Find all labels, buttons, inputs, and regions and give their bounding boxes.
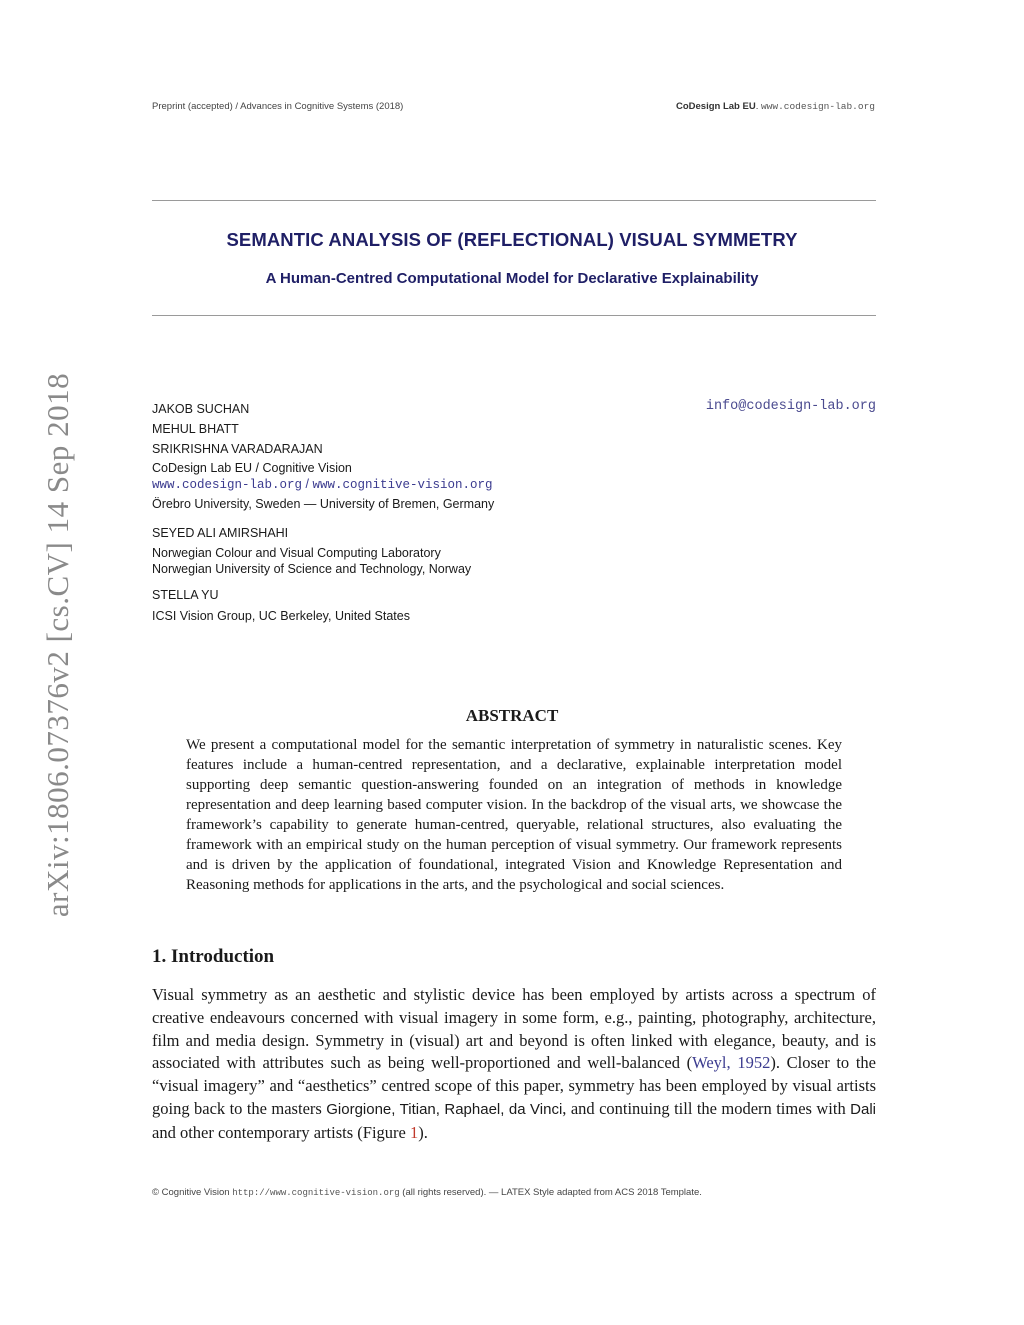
author-affiliation: CoDesign Lab EU / Cognitive Vision — [152, 461, 352, 475]
header-lab-name: CoDesign Lab EU — [675, 101, 756, 112]
title-rule-top — [152, 200, 876, 201]
abstract-text: We present a computational model for the semantic interpretation of symmetry in naturalistic scenes. Key features include a human-centred representation, and a declarative, explainable interpretation model supporting deep semantic question-answering founded on an integration of methods in knowledge representation and deep learning based computer vision. In the backdrop of the visual arts, we showcase the framework’s capability to generate human-centred, queryable, relational structures, also evaluating the framework with an empirical study on the human perception of visual symmetry. Our framework represents and is driven by the application of foundational, integrated Vision and Knowledge Representation and Reasoning methods for applications in the arts, and the psychological and social sciences. — [186, 737, 842, 893]
footer-copyright: © Cognitive Vision — [152, 1187, 233, 1198]
intro-text: Visual symmetry as an aesthetic and stylistic device has been employed by artists across a spectrum of creative endeavours concerned with visual imagery in some form, e.g., painting, photography, architecture, film and media design. Symmetry in (visual) art and beyond is often linked with elegance, beauty, and is associated with attributes such as being well-proportioned and well-balanced ( — [152, 985, 876, 1073]
author-name: SEYED ALI AMIRSHAHI — [152, 526, 289, 540]
section-heading-introduction: 1. Introduction — [152, 946, 275, 967]
affiliation-url-codesign[interactable]: www.codesign-lab.org — [152, 478, 303, 492]
author-affiliation: ICSI Vision Group, UC Berkeley, United States — [152, 609, 410, 623]
running-header-lab — [676, 101, 875, 112]
author-urls — [152, 476, 592, 492]
url-separator: / — [302, 477, 313, 491]
citation-year-link[interactable]: 1952 — [737, 1053, 771, 1073]
abstract-heading: ABSTRACT — [465, 706, 559, 725]
intro-text: ). — [418, 1122, 428, 1142]
intro-text: , and continuing till the modern times with — [562, 1098, 851, 1118]
page-footer — [152, 1187, 702, 1198]
citation-separator: , — [726, 1053, 738, 1073]
author-block — [152, 399, 592, 626]
arxiv-stamp — [0, 0, 100, 1325]
running-header-venue: Preprint (accepted) / Advances in Cognitive Systems (2018) — [152, 101, 404, 112]
footer-url[interactable]: http://www.cognitive-vision.org — [232, 1188, 400, 1198]
affiliation-url-cognitive-vision[interactable]: www.cognitive-vision.org — [312, 478, 493, 492]
arxiv-identifier: arXiv:1806.07376v2 [cs.CV] 14 Sep 2018 — [40, 372, 75, 918]
paper-title: SEMANTIC ANALYSIS OF (REFLECTIONAL) VISUAL SYMMETRY — [226, 229, 798, 250]
author-affiliation: Norwegian Colour and Visual Computing Laboratory — [152, 546, 441, 560]
author-name: STELLA YU — [152, 588, 219, 602]
author-name: JAKOB SUCHAN — [152, 402, 250, 416]
figure-reference-link[interactable]: 1 — [409, 1122, 419, 1142]
author-location: Örebro University, Sweden — University of Bremen, Germany — [152, 497, 495, 511]
footer-rights: (all rights reserved). — LATEX Style adapted from ACS 2018 Template. — [399, 1187, 702, 1198]
author-name: SRIKRISHNA VARADARAJAN — [152, 442, 323, 456]
intro-text: and other contemporary artists (Figure — [152, 1122, 410, 1142]
author-name: MEHUL BHATT — [152, 422, 239, 436]
title-rule-bottom — [152, 315, 876, 316]
paper-subtitle: A Human-Centred Computational Model for Declarative Explainability — [265, 270, 759, 287]
contact-email-link[interactable]: info@codesign-lab.org — [705, 399, 876, 414]
introduction-paragraph — [152, 984, 876, 1145]
artist-name-dali: Dali — [850, 1100, 876, 1118]
header-lab-sep: . — [755, 101, 761, 112]
citation-author-link[interactable]: Weyl — [692, 1053, 727, 1073]
artist-names: Giorgione, Titian, Raphael, da Vinci — [326, 1100, 563, 1118]
author-affiliation: Norwegian University of Science and Technology, Norway — [152, 562, 472, 576]
intro-text: ). Closer to the “visual imagery” and “aesthetics” centred scope of this paper, symmetry has been employed by visual artists going back to the masters — [152, 1053, 876, 1118]
header-lab-url[interactable]: www.codesign-lab.org — [760, 101, 875, 112]
